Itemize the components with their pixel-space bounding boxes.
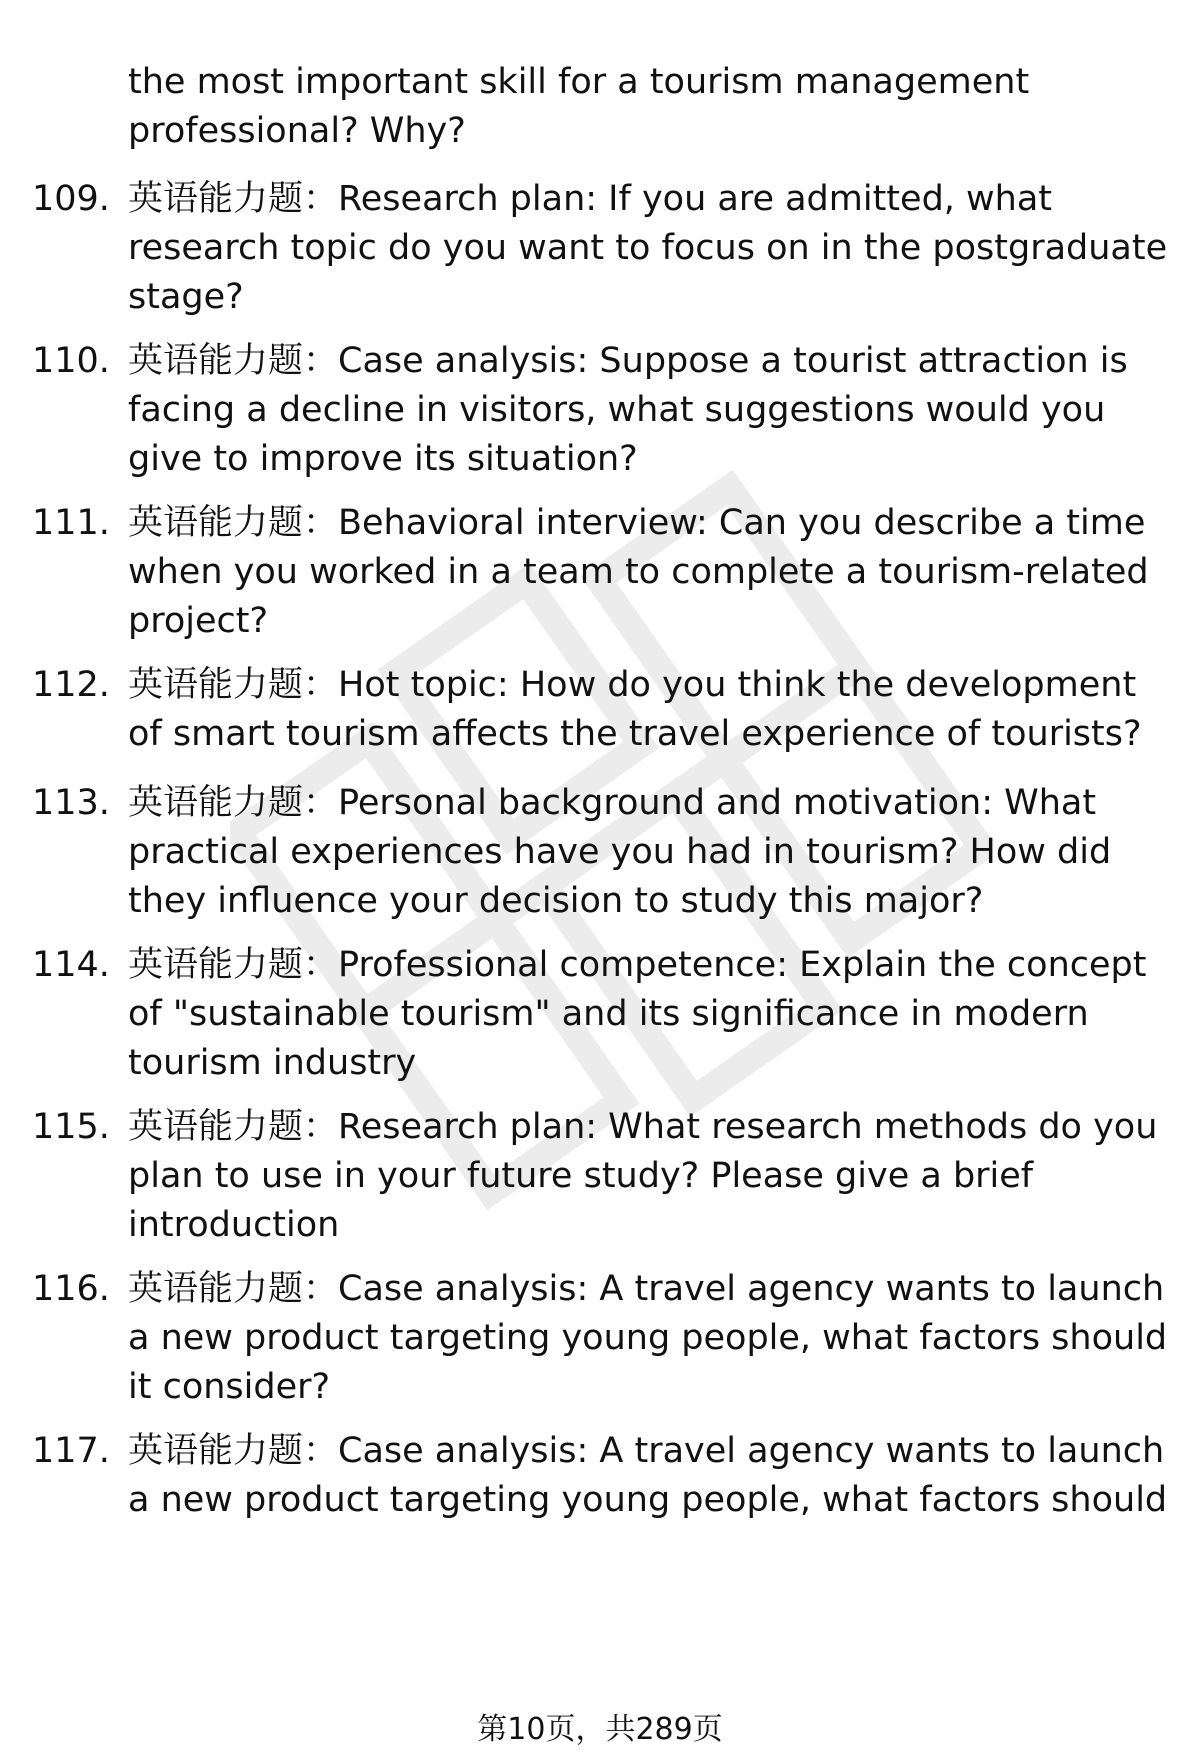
question-number: 115. xyxy=(32,1107,110,1147)
question-body xyxy=(128,1265,1173,1412)
question-number: 116. xyxy=(32,1269,110,1309)
question-number: 112. xyxy=(32,665,110,705)
question-text: Research plan: What research methods do you plan to use in your future study? Please give a brief introduction xyxy=(128,1107,1158,1245)
question-tag: 英语能力题： xyxy=(128,1107,339,1147)
question-tag: 英语能力题： xyxy=(128,1269,339,1309)
question-number: 109. xyxy=(32,179,110,219)
question-tag: 英语能力题： xyxy=(128,341,339,381)
question-text: Behavioral interview: Can you describe a time when you worked in a team to complete a tourism-related project? xyxy=(128,503,1149,641)
question-tag: 英语能力题： xyxy=(128,783,339,823)
question-number: 113. xyxy=(32,783,110,823)
question-tag: 英语能力题： xyxy=(128,1431,339,1471)
question-body xyxy=(128,175,1173,322)
question-text: Case analysis: A travel agency wants to launch a new product targeting young people, what factors should it consider? xyxy=(128,1269,1168,1407)
question-body xyxy=(128,941,1173,1088)
question-number: 117. xyxy=(32,1431,110,1471)
question-tag: 英语能力题： xyxy=(128,945,339,985)
question-number: 111. xyxy=(32,503,110,543)
question-body xyxy=(128,779,1173,926)
question-tag: 英语能力题： xyxy=(128,665,339,705)
question-text: Hot topic: How do you think the development of smart tourism affects the travel experience of tourists? xyxy=(128,665,1142,754)
question-text: Case analysis: A travel agency wants to launch a new product targeting young people, what factors should xyxy=(128,1431,1168,1520)
question-text: Research plan: If you are admitted, what research topic do you want to focus on in the postgraduate stage? xyxy=(128,179,1168,317)
page-footer: 第10页，共289页 xyxy=(477,1712,723,1747)
question-number: 114. xyxy=(32,945,110,985)
question-body xyxy=(128,499,1173,646)
question-tag: 英语能力题： xyxy=(128,179,339,219)
question-text: Professional competence: Explain the concept of "sustainable tourism" and its significance in modern tourism industry xyxy=(128,945,1147,1083)
question-number: 110. xyxy=(32,341,110,381)
question-body xyxy=(128,661,1173,759)
question-text: Case analysis: Suppose a tourist attraction is facing a decline in visitors, what suggestions would you give to improve its situation? xyxy=(128,341,1128,479)
question-tag: 英语能力题： xyxy=(128,503,339,543)
question-text: Personal background and motivation: What practical experiences have you had in tourism? How did they influence your decision to study this major? xyxy=(128,783,1112,921)
question-body xyxy=(128,1103,1173,1250)
question-body xyxy=(128,337,1173,484)
question-body xyxy=(128,1427,1173,1525)
continuation-text: the most important skill for a tourism management professional? Why? xyxy=(128,62,1030,151)
